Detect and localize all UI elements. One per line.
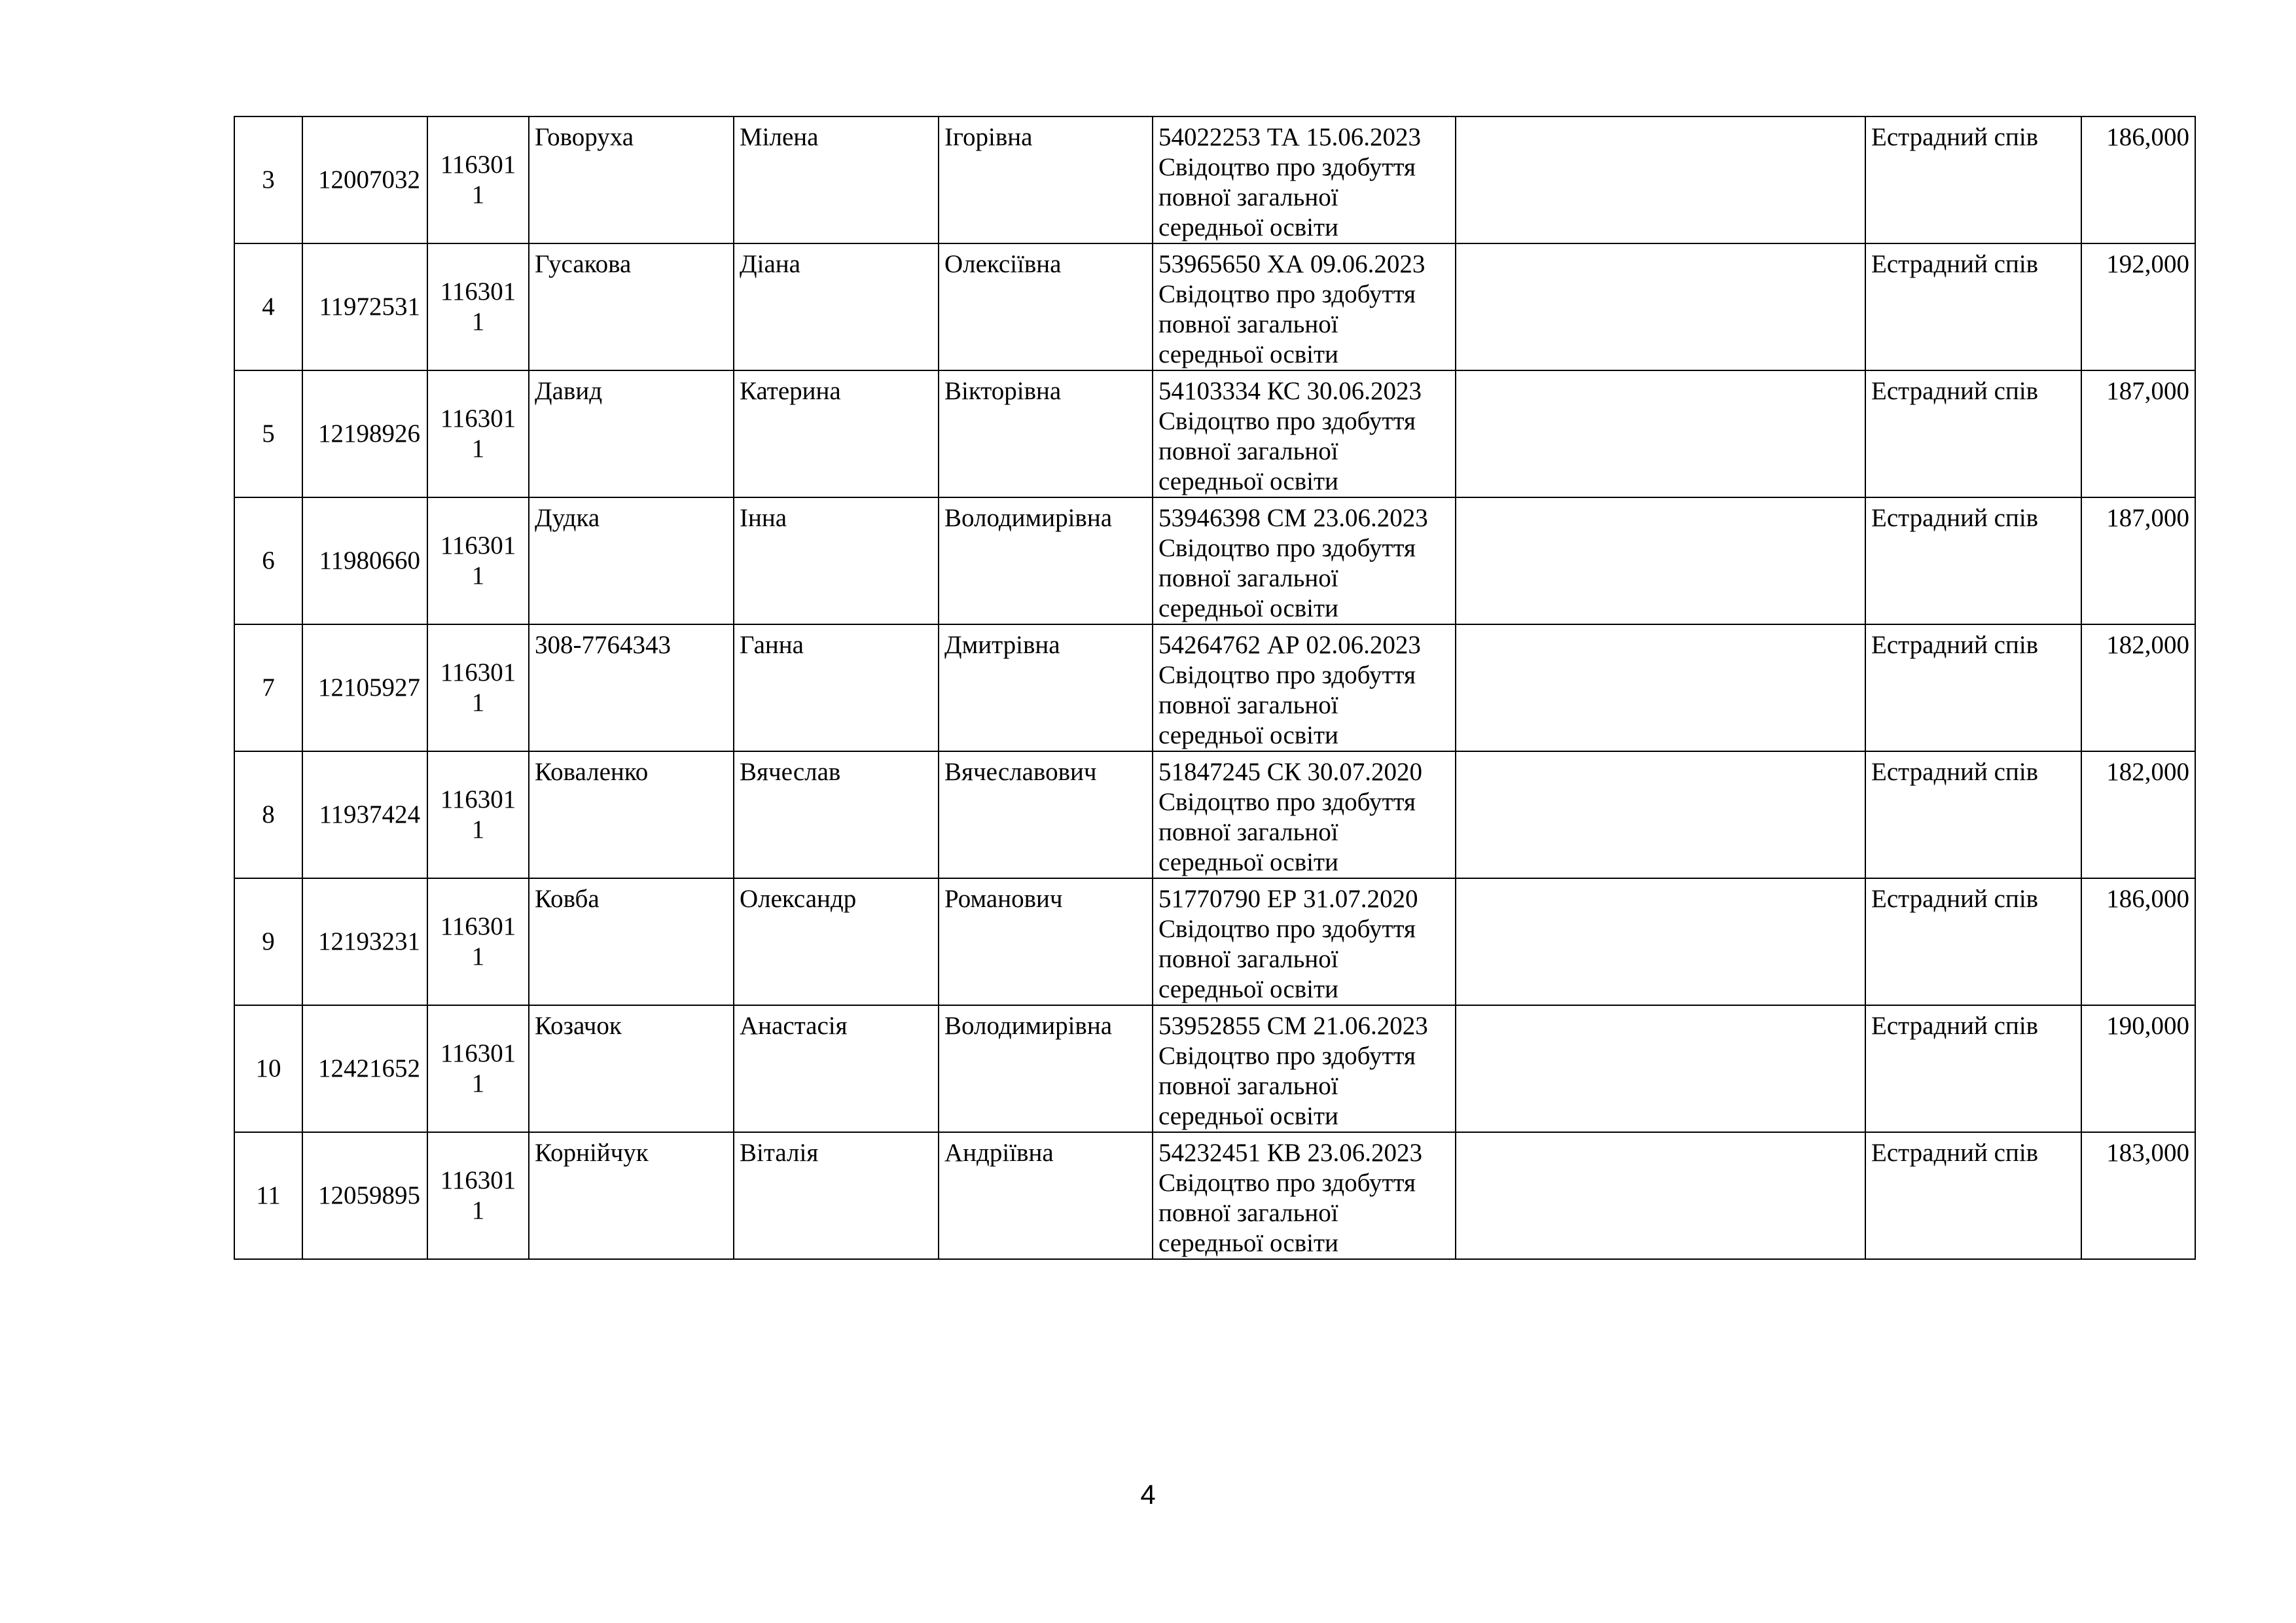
note-cell (1456, 624, 1865, 751)
table-row (234, 243, 2195, 370)
row-number-cell: 9 (234, 878, 302, 1005)
competition-score-cell: 182,000 (2081, 751, 2195, 878)
surname-cell: Давид (529, 370, 734, 497)
row-number-cell: 4 (234, 243, 302, 370)
competition-score-cell: 187,000 (2081, 497, 2195, 624)
education-document-cell: 54264762 АР 02.06.2023 Свідоцтво про здобуття повної загальної середньої освіти (1153, 624, 1456, 751)
application-id-cell: 12059895 (302, 1132, 427, 1259)
application-id-cell: 11980660 (302, 497, 427, 624)
specialty-cell: Естрадний спів (1865, 878, 2081, 1005)
note-cell (1456, 878, 1865, 1005)
note-cell (1456, 370, 1865, 497)
surname-cell: Дудка (529, 497, 734, 624)
competition-score-cell: 182,000 (2081, 624, 2195, 751)
application-id-cell: 12193231 (302, 878, 427, 1005)
table-row (234, 116, 2195, 243)
note-cell (1456, 1132, 1865, 1259)
patronymic-cell: Вікторівна (939, 370, 1153, 497)
first-name-cell: Анастасія (734, 1005, 939, 1132)
note-cell (1456, 243, 1865, 370)
page-number: 4 (1140, 1479, 1156, 1510)
patronymic-cell: Романович (939, 878, 1153, 1005)
table-row (234, 751, 2195, 878)
specialty-cell: Естрадний спів (1865, 497, 2081, 624)
specialty-cell: Естрадний спів (1865, 751, 2081, 878)
program-code-cell: 116301 1 (427, 370, 529, 497)
education-document-cell: 51770790 ЕР 31.07.2020 Свідоцтво про здобуття повної загальної середньої освіти (1153, 878, 1456, 1005)
program-code-cell: 116301 1 (427, 497, 529, 624)
program-code-cell: 116301 1 (427, 116, 529, 243)
education-document-cell: 54103334 КС 30.06.2023 Свідоцтво про здобуття повної загальної середньої освіти (1153, 370, 1456, 497)
competition-score-cell: 192,000 (2081, 243, 2195, 370)
first-name-cell: Олександр (734, 878, 939, 1005)
table-row (234, 370, 2195, 497)
patronymic-cell: Олексіївна (939, 243, 1153, 370)
education-document-cell: 53952855 СМ 21.06.2023 Свідоцтво про здобуття повної загальної середньої освіти (1153, 1005, 1456, 1132)
specialty-cell: Естрадний спів (1865, 370, 2081, 497)
patronymic-cell: Вячеславович (939, 751, 1153, 878)
application-id-cell: 12007032 (302, 116, 427, 243)
program-code-cell: 116301 1 (427, 751, 529, 878)
note-cell (1456, 497, 1865, 624)
specialty-cell: Естрадний спів (1865, 624, 2081, 751)
competition-score-cell: 186,000 (2081, 878, 2195, 1005)
program-code-cell: 116301 1 (427, 624, 529, 751)
application-id-cell: 12105927 (302, 624, 427, 751)
application-id-cell: 12421652 (302, 1005, 427, 1132)
competition-score-cell: 190,000 (2081, 1005, 2195, 1132)
specialty-cell: Естрадний спів (1865, 1132, 2081, 1259)
program-code-cell: 116301 1 (427, 1005, 529, 1132)
surname-cell: 308-7764343 (529, 624, 734, 751)
first-name-cell: Вячеслав (734, 751, 939, 878)
note-cell (1456, 751, 1865, 878)
competition-score-cell: 183,000 (2081, 1132, 2195, 1259)
first-name-cell: Інна (734, 497, 939, 624)
first-name-cell: Катерина (734, 370, 939, 497)
education-document-cell: 54022253 ТА 15.06.2023 Свідоцтво про здобуття повної загальної середньої освіти (1153, 116, 1456, 243)
application-id-cell: 11937424 (302, 751, 427, 878)
patronymic-cell: Дмитрівна (939, 624, 1153, 751)
specialty-cell: Естрадний спів (1865, 243, 2081, 370)
surname-cell: Коваленко (529, 751, 734, 878)
row-number-cell: 7 (234, 624, 302, 751)
education-document-cell: 53965650 ХА 09.06.2023 Свідоцтво про здобуття повної загальної середньої освіти (1153, 243, 1456, 370)
application-id-cell: 11972531 (302, 243, 427, 370)
note-cell (1456, 1005, 1865, 1132)
applicants-table (234, 116, 2196, 1260)
first-name-cell: Діана (734, 243, 939, 370)
table-row (234, 878, 2195, 1005)
row-number-cell: 10 (234, 1005, 302, 1132)
competition-score-cell: 186,000 (2081, 116, 2195, 243)
specialty-cell: Естрадний спів (1865, 116, 2081, 243)
education-document-cell: 53946398 СМ 23.06.2023 Свідоцтво про здобуття повної загальної середньої освіти (1153, 497, 1456, 624)
note-cell (1456, 116, 1865, 243)
program-code-cell: 116301 1 (427, 243, 529, 370)
surname-cell: Говоруха (529, 116, 734, 243)
patronymic-cell: Володимирівна (939, 497, 1153, 624)
applicants-table-body (234, 116, 2195, 1259)
table-row (234, 1132, 2195, 1259)
surname-cell: Козачок (529, 1005, 734, 1132)
row-number-cell: 8 (234, 751, 302, 878)
application-id-cell: 12198926 (302, 370, 427, 497)
surname-cell: Гусакова (529, 243, 734, 370)
patronymic-cell: Андріївна (939, 1132, 1153, 1259)
row-number-cell: 5 (234, 370, 302, 497)
program-code-cell: 116301 1 (427, 1132, 529, 1259)
education-document-cell: 54232451 КВ 23.06.2023 Свідоцтво про здобуття повної загальної середньої освіти (1153, 1132, 1456, 1259)
row-number-cell: 11 (234, 1132, 302, 1259)
education-document-cell: 51847245 СК 30.07.2020 Свідоцтво про здобуття повної загальної середньої освіти (1153, 751, 1456, 878)
row-number-cell: 3 (234, 116, 302, 243)
table-row (234, 497, 2195, 624)
first-name-cell: Мілена (734, 116, 939, 243)
table-row (234, 1005, 2195, 1132)
surname-cell: Корнійчук (529, 1132, 734, 1259)
patronymic-cell: Ігорівна (939, 116, 1153, 243)
competition-score-cell: 187,000 (2081, 370, 2195, 497)
patronymic-cell: Володимирівна (939, 1005, 1153, 1132)
program-code-cell: 116301 1 (427, 878, 529, 1005)
first-name-cell: Віталія (734, 1132, 939, 1259)
table-row (234, 624, 2195, 751)
first-name-cell: Ганна (734, 624, 939, 751)
surname-cell: Ковба (529, 878, 734, 1005)
specialty-cell: Естрадний спів (1865, 1005, 2081, 1132)
row-number-cell: 6 (234, 497, 302, 624)
